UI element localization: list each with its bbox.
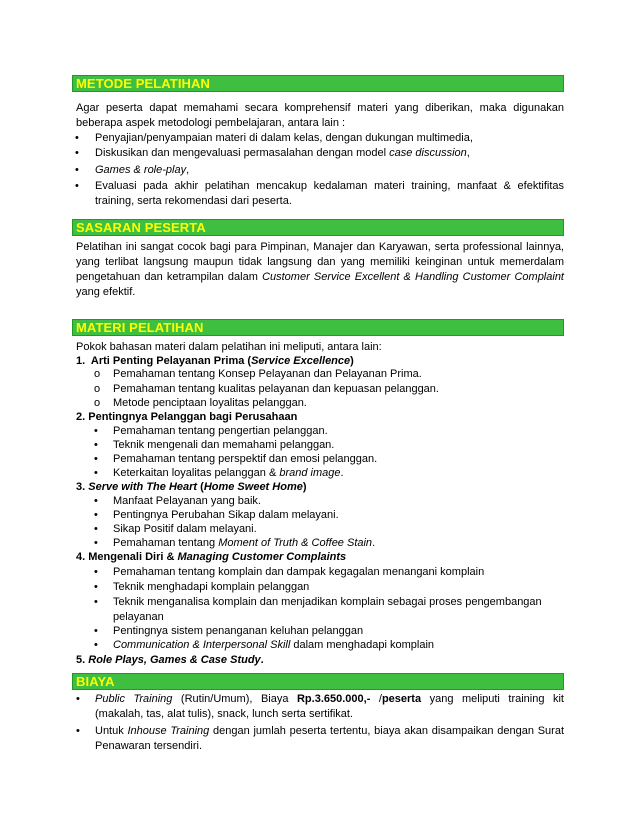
list-item: Teknik menghadapi komplain pelanggan [113,581,310,593]
bullet-dot-icon: • [75,132,79,144]
materi-heading-4: 4. Mengenali Diri & Managing Customer Complaints [76,551,347,563]
bullet-dot-icon: • [75,180,79,192]
section-header-materi: MATERI PELATIHAN [72,319,564,336]
metode-item: Penyajian/penyampaian materi di dalam kelas, dengan dukungan multimedia, [95,132,473,144]
list-item: Pentingnya sistem penanganan keluhan pelanggan [113,625,364,637]
list-item: Pemahaman tentang pengertian pelanggan. [113,425,328,437]
list-item: Sikap Positif dalam melayani. [113,523,257,535]
list-item: Metode penciptaan loyalitas pelanggan. [113,397,307,409]
bullet-dot-icon: • [94,509,98,521]
bullet-dot-icon: • [94,625,98,637]
metode-intro: Agar peserta dapat memahami secara komprehensif materi yang diberikan, maka digunakan beberapa aspek metodologi pembelajaran, antara lain : [76,102,564,129]
bullet-dot-icon: • [94,439,98,451]
section-header-sasaran: SASARAN PESERTA [72,219,564,236]
list-item: Pemahaman tentang kualitas pelayanan dan kepuasan pelanggan. [113,383,439,395]
section-header-biaya: BIAYA [72,673,564,690]
list-item: Teknik menganalisa komplain dan menjadikan komplain sebagai proses pengembangan pelayanan [113,596,542,623]
bullet-dot-icon: • [76,725,80,737]
materi-heading-3: 3. Serve with The Heart (Home Sweet Home) [76,481,307,493]
bullet-dot-icon: • [76,693,80,705]
list-item: Keterkaitan loyalitas pelanggan & brand image. [113,467,344,479]
bullet-dot-icon: • [94,596,98,608]
metode-item: Evaluasi pada akhir pelatihan mencakup kedalaman materi training, manfaat & efektifitas training, serta rekomendasi dari peserta. [95,180,564,207]
list-item: Communication & Interpersonal Skill dalam menghadapi komplain [113,639,435,651]
list-item: Pemahaman tentang Moment of Truth & Coffee Stain. [113,537,376,549]
metode-item: Games & role-play, [95,164,190,176]
bullet-dot-icon: • [94,523,98,535]
sasaran-text: Pelatihan ini sangat cocok bagi para Pimpinan, Manajer dan Karyawan, serta professional lainnya, yang terlibat langsung maupun tidak langsung dan yang memiliki keinginan untuk memerdalam pengetahuan dan ketrampilan dalam Customer Service Excellent & Handling Customer Complaint yang efektif. [76,241,564,298]
bullet-circle-icon: o [94,383,101,395]
materi-heading-2: 2. Pentingnya Pelanggan bagi Perusahaan [76,411,298,423]
bullet-circle-icon: o [94,368,101,380]
list-item: Manfaat Pelayanan yang baik. [113,495,261,507]
bullet-dot-icon: • [94,425,98,437]
list-item: Pemahaman tentang perspektif dan emosi pelanggan. [113,453,378,465]
bullet-dot-icon: • [94,453,98,465]
bullet-dot-icon: • [94,467,98,479]
bullet-dot-icon: • [94,581,98,593]
bullet-circle-icon: o [94,397,101,409]
list-item: Pemahaman tentang Konsep Pelayanan dan Pelayanan Prima. [113,368,422,380]
bullet-dot-icon: • [94,495,98,507]
biaya-item-public: Public Training (Rutin/Umum), Biaya Rp.3.650.000,- /peserta yang meliputi training kit (makalah, tas, alat tulis), snack, lunch serta sertifikat. [95,693,564,720]
materi-intro: Pokok bahasan materi dalam pelatihan ini meliputi, antara lain: [76,341,382,353]
metode-item: Diskusikan dan mengevaluasi permasalahan dengan model case discussion, [95,147,470,159]
materi-heading-1: 1. Arti Penting Pelayanan Prima (Service Excellence) [76,355,354,367]
bullet-dot-icon: • [75,147,79,159]
bullet-dot-icon: • [94,639,98,651]
bullet-dot-icon: • [94,537,98,549]
list-item: Pentingnya Perubahan Sikap dalam melayani. [113,509,339,521]
bullet-dot-icon: • [94,566,98,578]
section-header-metode: METODE PELATIHAN [72,75,564,92]
list-item: Teknik mengenali dan memahami pelanggan. [113,439,335,451]
materi-heading-5: 5. Role Plays, Games & Case Study. [76,654,264,666]
list-item: Pemahaman tentang komplain dan dampak kegagalan menangani komplain [113,566,485,578]
bullet-dot-icon: • [75,164,79,176]
biaya-item-inhouse: Untuk Inhouse Training dengan jumlah peserta tertentu, biaya akan disampaikan dengan Surat Penawaran tersendiri. [95,725,565,752]
